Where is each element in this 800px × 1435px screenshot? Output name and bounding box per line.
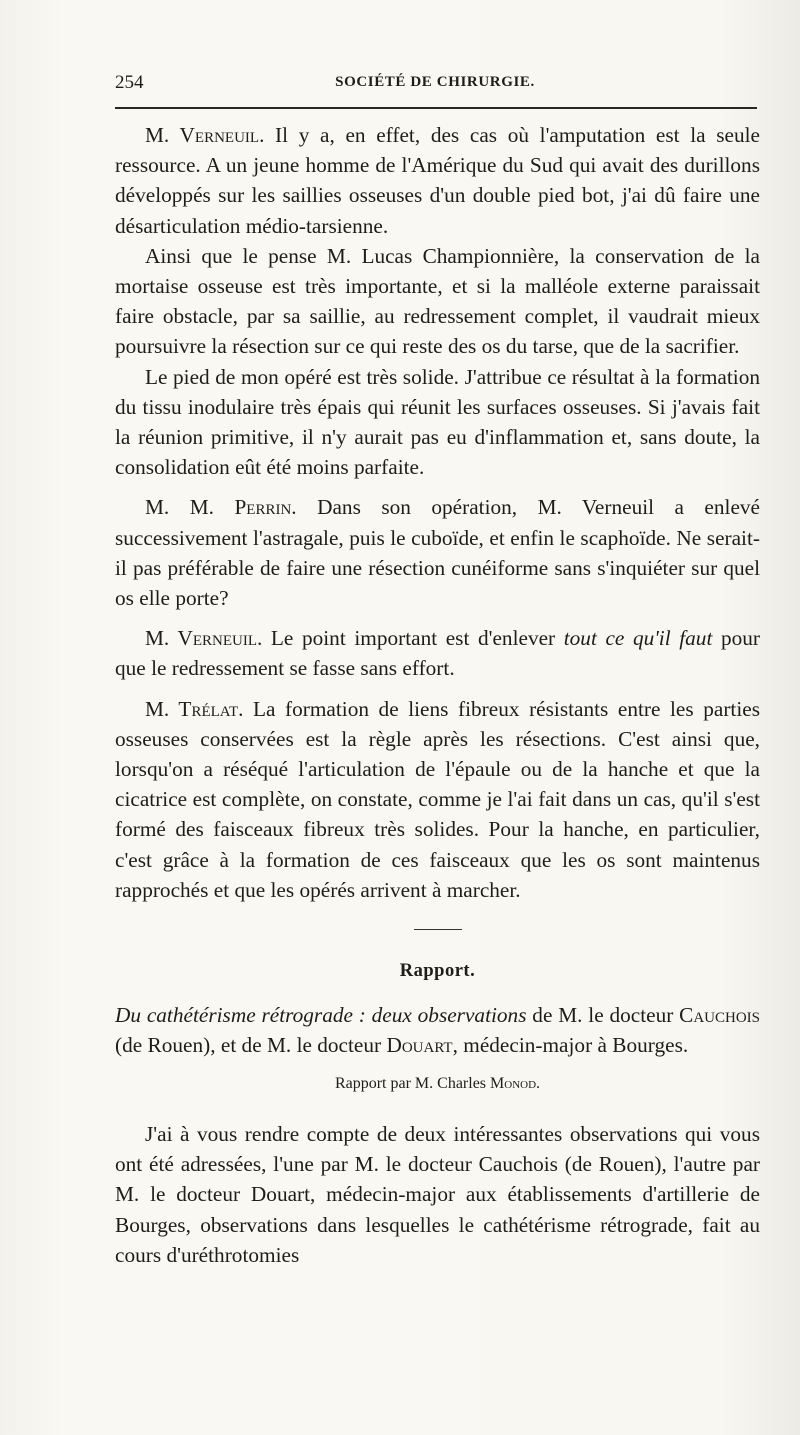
author-name: Cauchois: [679, 1003, 761, 1028]
rapport-heading: Rapport.: [399, 961, 476, 982]
running-title: SOCIÉTÉ DE CHIRURGIE.: [335, 74, 535, 90]
rapport-title-text: de M. le docteur: [526, 1003, 680, 1028]
running-head: [115, 72, 755, 96]
paragraph-text: La formation de liens fibreux résistants entre les parties osseuses conservées est la règle après les résections. C'est ainsi que, lorsqu'on a réséqué l'articulation de l'épaule ou de la hanche et que la cicatrice est complète, on constate, comme je l'ai fait dans un cas, qu'il s'est formé des faisceaux fibreux très solides. Pour la hanche, en particulier, c'est grâce à la formation de ces faisceaux que les os sont maintenus rapprochés et que les opérés arrivent à marcher.: [115, 696, 760, 902]
page-number: 254: [115, 72, 144, 93]
section-separator: [414, 929, 462, 930]
speaker-name: M. Verneuil.: [145, 123, 265, 147]
author-name: Douart: [386, 1033, 453, 1058]
rapport-title-italic: Du cathétérisme rétrograde : deux observations: [115, 1003, 527, 1028]
byline-text: Rapport par M. Charles: [334, 1074, 491, 1092]
paragraph-text: Le point important est d'enlever: [262, 626, 564, 651]
rapport-title: [115, 1000, 760, 1060]
rapport-byline: [115, 1069, 760, 1099]
paragraph-perrin: [115, 492, 760, 613]
rapport-title-text: , médecin-major à Bourges.: [452, 1033, 689, 1058]
rapport-title-text: (de Rouen), et de M. le docteur: [115, 1033, 387, 1058]
italic-phrase: tout ce qu'il faut: [563, 626, 713, 651]
paragraph-text: pour que le redressement se fasse sans effort.: [115, 626, 760, 681]
rapport-body: J'ai à vous rendre compte de deux intéressantes observations qui vous ont été adressées, l'une par M. le docteur Cauchois (de Rouen), l'autre par M. le docteur Douart, médecin-major aux établissements d'artillerie de Bourges, observations dans lesquelles le cathétérisme rétrograde, fait au cours d'uréthrotomies: [115, 1121, 760, 1267]
speaker-prefix: M.: [145, 495, 190, 520]
paragraph-verneuil-2: Ainsi que le pense M. Lucas Championnière, la conservation de la mortaise osseuse est très importante, et si la malléole externe paraissait faire obstacle, par sa saillie, au redressement complet, il vaudrait mieux poursuivre la résection sur ce qui reste des os du tarse, que de la sacrifier.: [115, 243, 760, 359]
speaker-name: M. Perrin.: [189, 495, 297, 520]
paragraph-text: Dans son opération, M. Verneuil a enlevé successivement l'astragale, puis le cuboïde, et enfin le scaphoïde. Ne serait-il pas préférable de faire une résection cunéiforme sans s'inquiéter sur quel os elle porte?: [115, 495, 760, 611]
byline-name: Monod: [490, 1074, 537, 1092]
speaker-name: M. Verneuil.: [145, 626, 263, 651]
speaker-name: M. Trélat.: [145, 696, 244, 721]
body-text: [115, 120, 760, 1270]
byline-text: .: [536, 1074, 541, 1092]
header-rule: [115, 107, 757, 109]
paragraph-text: Il y a, en effet, des cas où l'amputation est la seule ressource. A un jeune homme de l'Amérique du Sud qui avait des durillons développés sur les saillies osseuses d'un double pied bot, j'ai dû faire une désarticulation médio-tarsienne.: [115, 123, 760, 238]
paragraph-verneuil-4: [115, 623, 760, 683]
paragraph-verneuil-1: [115, 120, 760, 241]
paragraph-trelat: [115, 694, 760, 905]
paragraph-verneuil-3: Le pied de mon opéré est très solide. J'attribue ce résultat à la formation du tissu inodulaire très épais qui réunit les surfaces osseuses. Si j'avais fait la réunion primitive, il n'y aurait pas eu d'inflammation et, sans doute, la consolidation eût été moins parfaite.: [115, 364, 760, 480]
